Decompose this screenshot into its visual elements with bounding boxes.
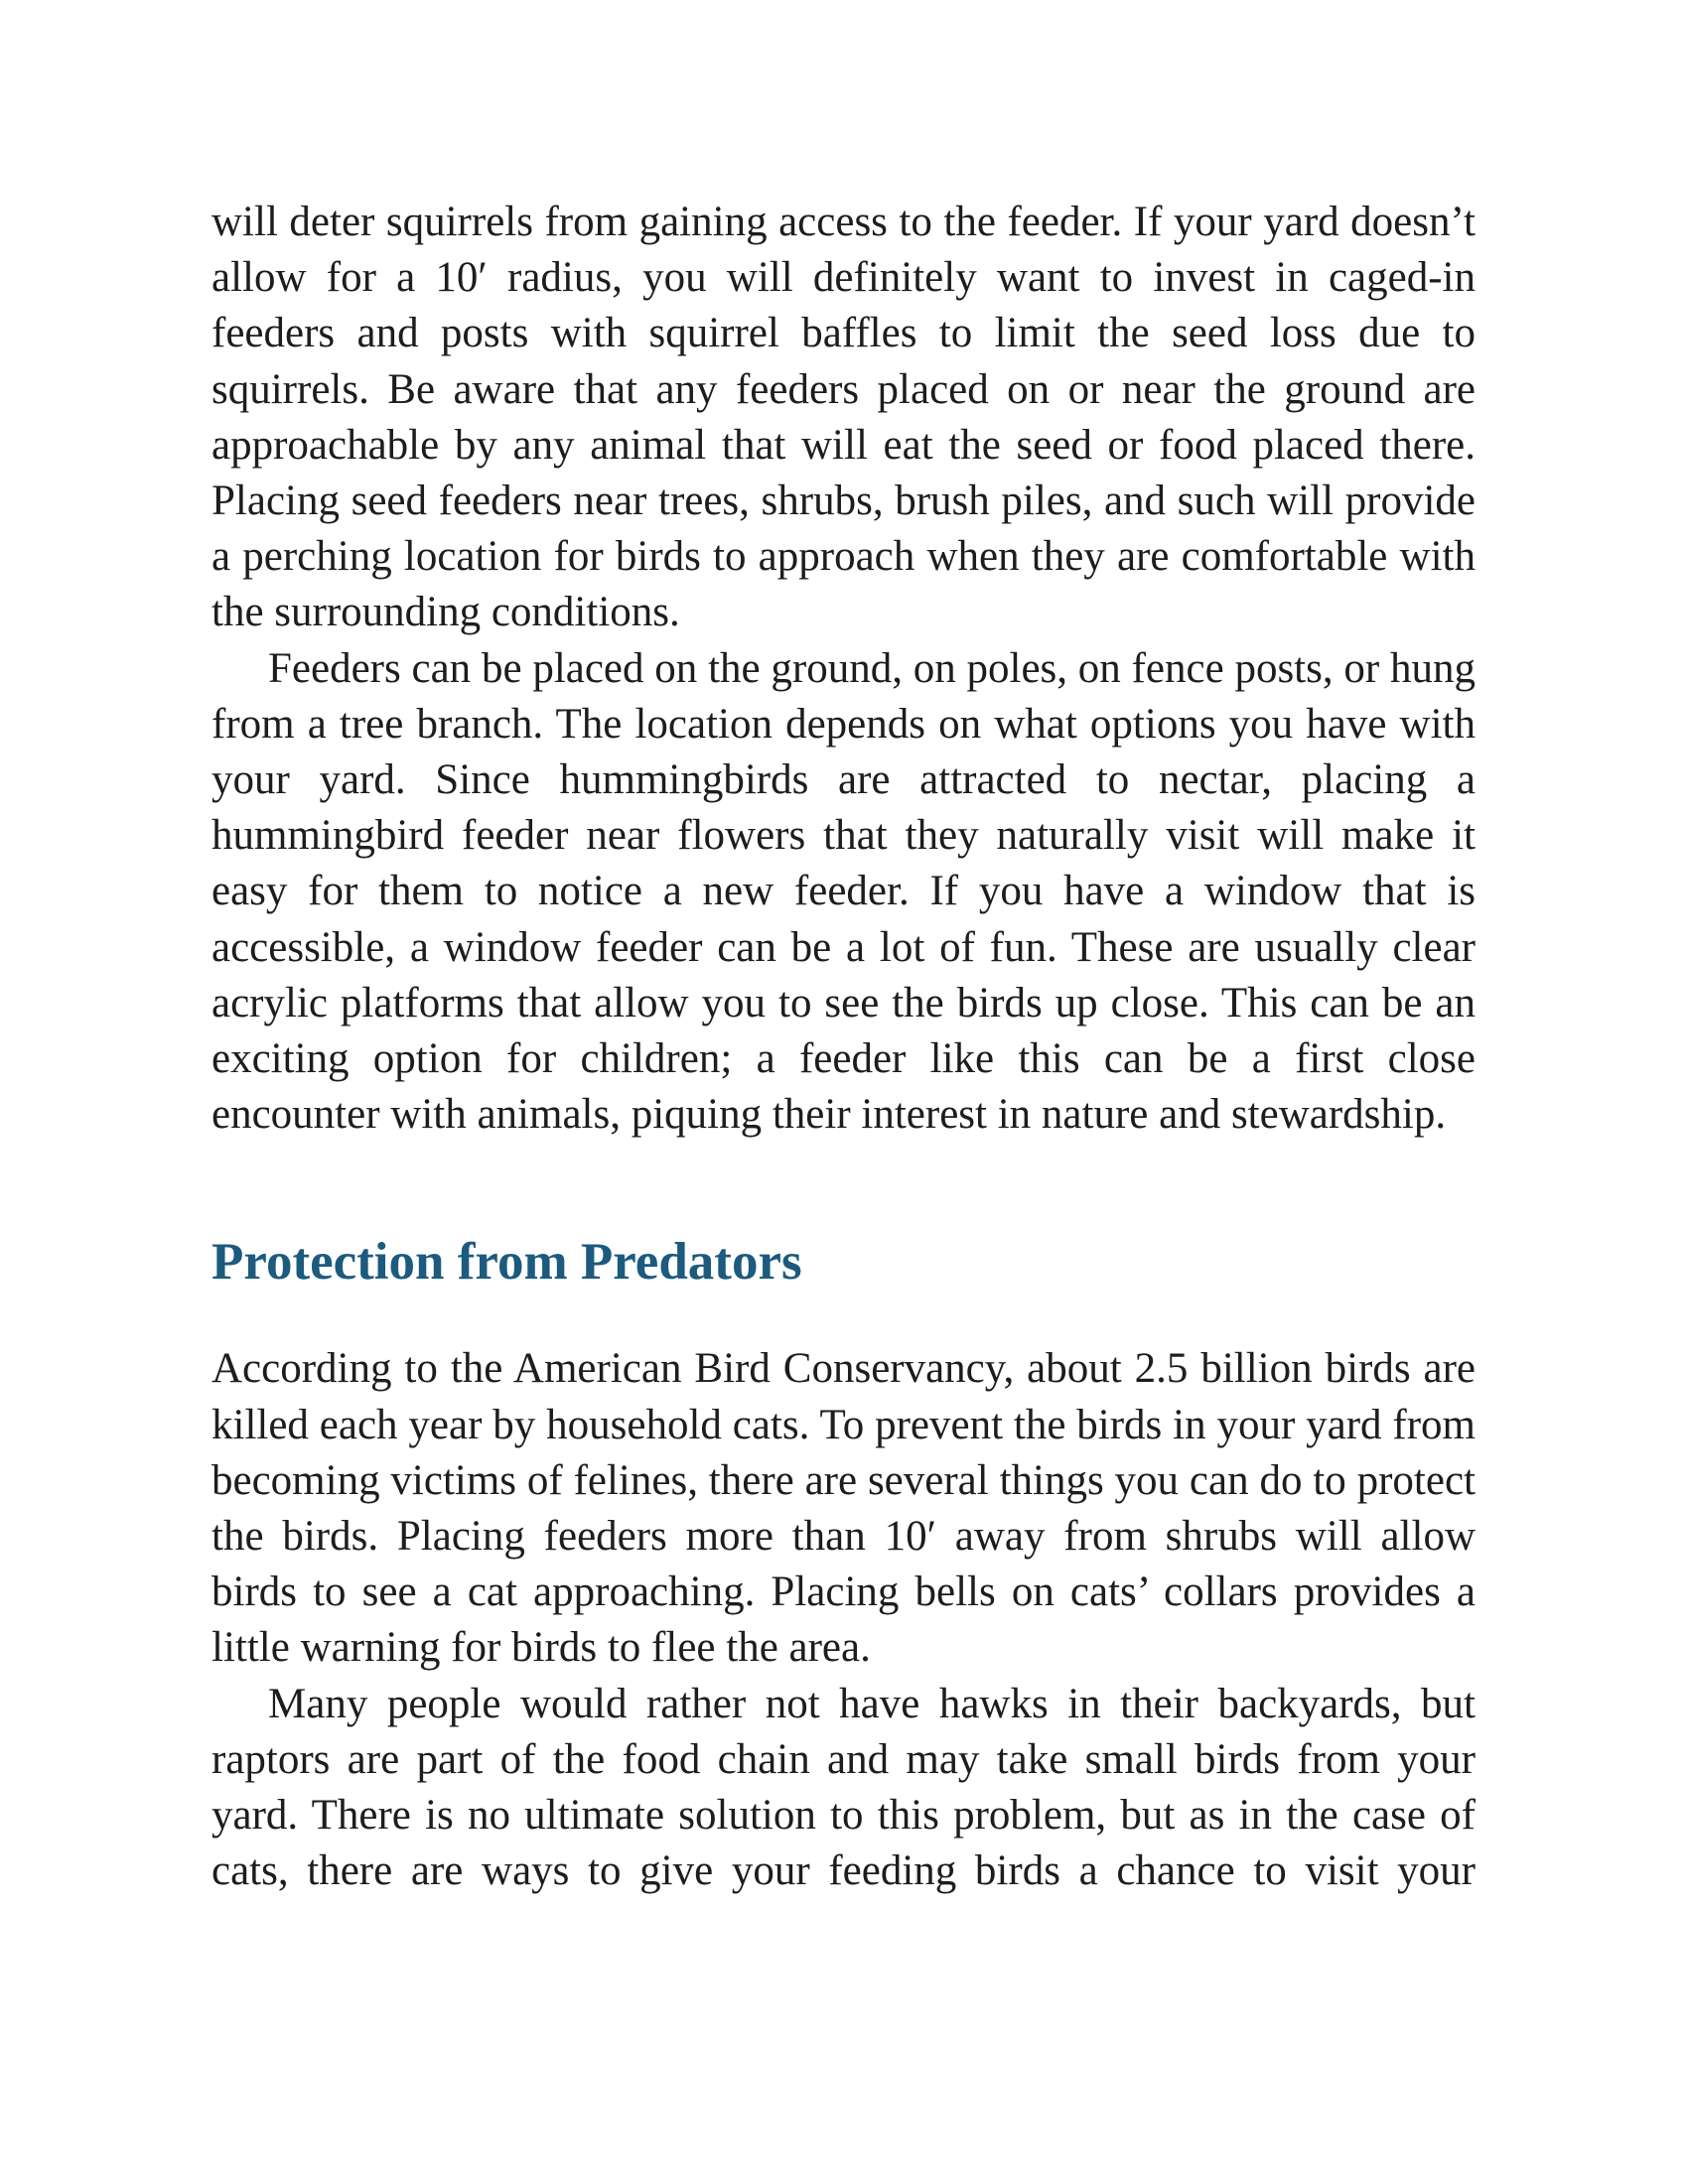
paragraph-feeder-placement: Feeders can be placed on the ground, on poles, on fence posts, or hung from a tree branch. The location depends on what options you have with your yard. Since hummingbirds are attracted to nectar, placing a hummingbird feeder near flowers that they naturally visit will make it easy for them to notice a new feeder. If you have a window that is accessible, a window feeder can be a lot of fun. These are usually clear acrylic platforms that allow you to see the birds up close. This can be an exciting option for children; a feeder like this can be a first close encounter with animals, piquing their interest in nature and stewardship.	[211, 644, 1476, 1139]
page-content	[211, 195, 1476, 1899]
paragraph-cats: According to the American Bird Conservancy, about 2.5 billion birds are killed each year by household cats. To prevent the birds in your yard from becoming victims of felines, there are several things you can do to protect the birds. Placing feeders more than 10′ away from shrubs will allow birds to see a cat approaching. Placing bells on cats’ collars provides a little warning for birds to flee the area.	[211, 1345, 1476, 1672]
section-heading-predators: Protection from Predators	[211, 1233, 802, 1292]
paragraph-squirrel-deterrence: will deter squirrels from gaining access to the feeder. If your yard doesn’t allow for a 10′ radius, you will definitely want to invest in caged-in feeders and posts with squirrel baffles to limit the seed loss due to squirrels. Be aware that any feeders placed on or near the ground are approachable by any animal that will eat the seed or food placed there. Placing seed feeders near trees, shrubs, brush piles, and such will provide a perching location for birds to approach when they are comfortable with the surrounding conditions.	[211, 199, 1476, 636]
paragraph-hawks: Many people would rather not have hawks in their backyards, but raptors are part of the food chain and may take small birds from your yard. There is no ultimate solution to this problem, but as in the case of cats, there are ways to give your feeding birds a chance to visit your	[211, 1680, 1476, 1895]
